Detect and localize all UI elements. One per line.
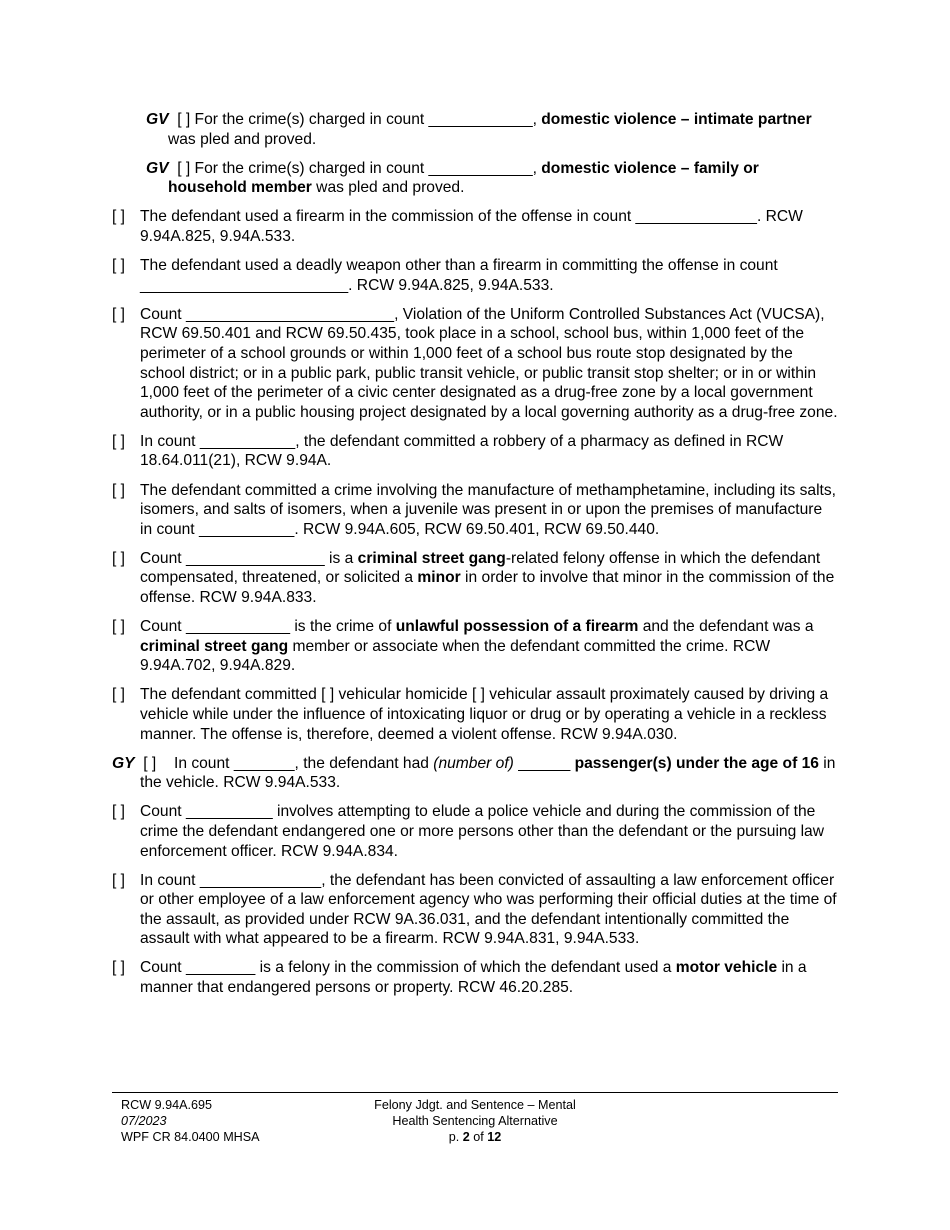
finding-methamphetamine: [ ] The defendant committed a crime involving the manufacture of methamphetamine, including its salts, isomers, and salts of isomers, when a juvenile was present in or upon the premises of manufacture in count ___________. RCW 9.94A.605, RCW 69.50.401, RCW 69.50.440. [112, 481, 837, 538]
finding-pharmacy-robbery: [ ] In count ___________, the defendant committed a robbery of a pharmacy as defined in RCW 18.64.011(21), RCW 9.94A. [112, 432, 784, 470]
finding-dv-intimate-partner: GV [ ] For the crime(s) charged in count ____________, domestic violence – intimate partner was pled and proved. [146, 111, 812, 148]
finding-deadly-weapon: [ ] The defendant used a deadly weapon other than a firearm in committing the offense in count ________________________. RCW 9.94A.825, 9.94A.533. [112, 257, 778, 294]
checkbox[interactable]: [ ] [177, 111, 191, 128]
finding-dv-family-member: GV [ ] For the crime(s) charged in count ____________, domestic violence – family or household member was pled and proved. [146, 159, 759, 197]
finding-motor-vehicle: [ ] Count ________ is a felony in the commission of which the defendant used a motor vehicle in a manner that endangered persons or property. RCW 46.20.285. [112, 959, 807, 997]
checkbox[interactable]: [ ] [143, 754, 157, 772]
document-body [112, 110, 838, 1007]
checkbox[interactable]: [ ] [112, 432, 125, 450]
checkbox[interactable]: [ ] [112, 803, 125, 821]
gv-tag: GV [146, 111, 169, 128]
footer-title-line1: Felony Jdgt. and Sentence – Mental [374, 1098, 576, 1112]
finding-elude-police: [ ] Count __________ involves attempting to elude a police vehicle and during the commission of the crime the defendant endangered one or more persons other than the defendant or the pursuing law enforcement officer. RCW 9.94A.834. [112, 803, 824, 860]
checkbox[interactable]: [ ] [112, 257, 125, 275]
finding-vucsa: [ ] Count ________________________, Violation of the Uniform Controlled Substances Act (VUCSA), RCW 69.50.401 and RCW 69.50.435, took place in a school, school bus, within 1,000 feet of the perimeter of a school grounds or within 1,000 feet of a school bus route stop designated by the school district; or in a public park, public transit vehicle, or public transit stop shelter; or in or within 1,000 feet of the perimeter of a civic center designated as a drug-free zone by a local government authority, or in a public housing project designated by a local governing authority as a drug-free zone. [112, 305, 838, 421]
checkbox[interactable]: [ ] [112, 959, 125, 977]
checkbox[interactable]: [ ] [112, 305, 125, 323]
footer-date: 07/2023 [121, 1114, 167, 1128]
checkbox[interactable]: [ ] [112, 871, 125, 889]
finding-gang-firearm: [ ] Count ____________ is the crime of unlawful possession of a firearm and the defendant was a criminal street gang member or associate when the defendant committed the crime. RCW 9.94A.702, 9.94A.829. [112, 618, 814, 675]
gy-tag: GY [112, 754, 135, 772]
checkbox[interactable]: [ ] [112, 618, 125, 636]
footer-left [121, 1097, 260, 1145]
finding-assault-officer: [ ] In count ______________, the defendant has been convicted of assaulting a law enforcement officer or other employee of a law enforcement agency who was performing their official duties at the time of the assault, as provided under RCW 9A.36.031, and the defendant intentionally committed the assault with what appeared to be a firearm. RCW 9.94A.831, 9.94A.533. [112, 871, 837, 948]
footer-title-line2: Health Sentencing Alternative [392, 1114, 558, 1128]
finding-firearm: [ ] The defendant used a firearm in the commission of the offense in count ______________. RCW 9.94A.825, 9.94A.533. [112, 208, 803, 245]
footer-form-number: WPF CR 84.0400 MHSA [121, 1130, 260, 1144]
checkbox[interactable]: [ ] [112, 208, 125, 226]
gv-tag: GV [146, 159, 169, 177]
finding-passengers-under-16: GY [ ] In count _______, the defendant had (number of) ______ passenger(s) under the age of 16 in the vehicle. RCW 9.94A.533. [112, 754, 836, 792]
footer-center [330, 1097, 620, 1145]
checkbox[interactable]: [ ] [112, 481, 125, 499]
checkbox[interactable]: [ ] [177, 159, 191, 177]
checkbox[interactable]: [ ] [112, 686, 125, 704]
checkbox[interactable]: [ ] [112, 549, 125, 567]
page-number: p. 2 of 12 [448, 1130, 502, 1144]
finding-gang-minor: [ ] Count ________________ is a criminal street gang-related felony offense in which the defendant compensated, threatened, or solicited a minor in order to involve that minor in the commission of the offense. RCW 9.94A.833. [112, 549, 835, 606]
footer-divider [112, 1092, 838, 1093]
finding-vehicular: [ ] The defendant committed [ ] vehicular homicide [ ] vehicular assault proximately caused by driving a vehicle while under the influence of intoxicating liquor or drug or by operating a vehicle in a reckless manner. The offense is, therefore, deemed a violent offense. RCW 9.94A.030. [112, 686, 829, 743]
footer-rcw: RCW 9.94A.695 [121, 1098, 212, 1112]
